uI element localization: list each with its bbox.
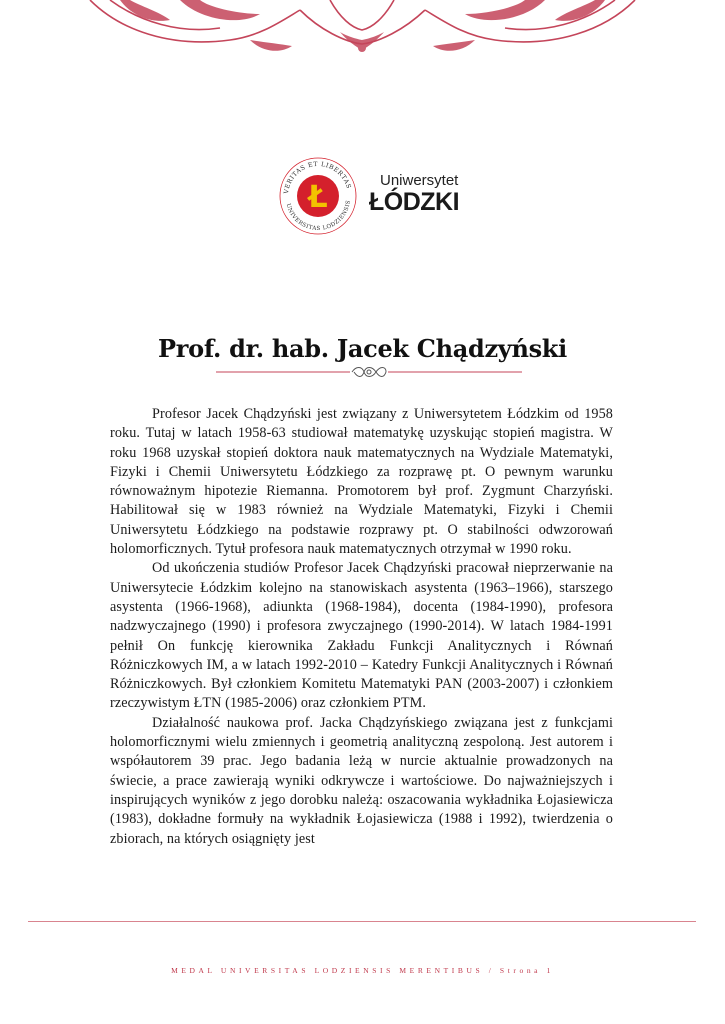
- paragraph: Działalność naukowa prof. Jacka Chądzyńskiego związana jest z funkcjami holomorficznymi wielu zmiennych i geometrią analityczną zespoloną. Jest autorem i współautorem 39 prac. Jego badania leżą w nurcie aktualnie prowadzonych na świecie, a prace zawierają wyniki odkrywcze i wartościowe. Do najważniejszych i inspirujących wyników z jego dorobku należą: oszacowania wykładnika Łojasiewicza (1983), dokładne formuły na wykładnik Łojasiewicza (1988 i 1992), twierdzenia o zbiorach, na których osiągnięty jest: [110, 714, 613, 847]
- title-divider: [216, 362, 522, 382]
- footer-divider: [28, 921, 696, 922]
- university-name-bottom: ŁÓDZKI: [369, 188, 460, 216]
- svg-text:VERITAS ET LIBERTAS: VERITAS ET LIBERTAS: [283, 160, 353, 195]
- divider-flourish-icon: [352, 368, 386, 377]
- university-name-top: Uniwersytet: [380, 172, 459, 189]
- paragraph: Profesor Jacek Chądzyński jest związany z Uniwersytetem Łódzkim od 1958 roku. Tutaj w latach 1958-63 studiował matematykę uzyskując stopień magistra. W roku 1968 uzyskał stopień doktora nauk matematycznych na Wydziale Matematyki, Fizyki i Chemii Uniwersytetu Łódzkiego za rozprawę pt. O pewnym warunku równoważnym hipotezie Riemanna. Promotorem był prof. Zygmunt Charzyński. Habilitował się w 1983 również na Wydziale Matematyki, Fizyki i Chemii Uniwersytetu Łódzkiego na podstawie rozprawy pt. O stabilności odwzorowań holomorficznych. Tytuł profesora nauk matematycznych otrzymał w 1990 roku.: [110, 406, 613, 558]
- seal-letter: Ł: [308, 180, 328, 215]
- paragraph: Od ukończenia studiów Profesor Jacek Chądzyński pracował nieprzerwanie na Uniwersytecie Łódzkim kolejno na stanowiskach asystenta (1963–1966), starszego asystenta (1966-1968), adiunkta (1968-1984), docenta (1984-1990), profesora nadzwyczajnego (1990) i profesora zwyczajnego (1990-2014). W latach 1984-1991 pełnił On funkcję kierownika Zakładu Funkcji Analitycznych i Równań Różniczkowych IM, a w latach 1992-2010 – Katedry Funkcji Analitycznych i Równań Różniczkowych. Był członkiem Komitetu Matematyki PAN (2003-2007) i członkiem rzeczywistym ŁTN (1985-2006) oraz członkiem PTM.: [110, 560, 613, 712]
- svg-text:UNIVERSITAS LODZIENSIS: UNIVERSITAS LODZIENSIS: [284, 199, 352, 233]
- biography-text: [110, 405, 613, 849]
- top-ornament: [0, 0, 725, 62]
- university-seal-icon: [276, 156, 360, 236]
- page-title: Prof. dr. hab. Jacek Chądzyński: [158, 334, 567, 364]
- university-logo: [276, 156, 466, 236]
- page-footer: MEDAL UNIVERSITAS LODZIENSIS MERENTIBUS / Strona 1: [171, 966, 554, 975]
